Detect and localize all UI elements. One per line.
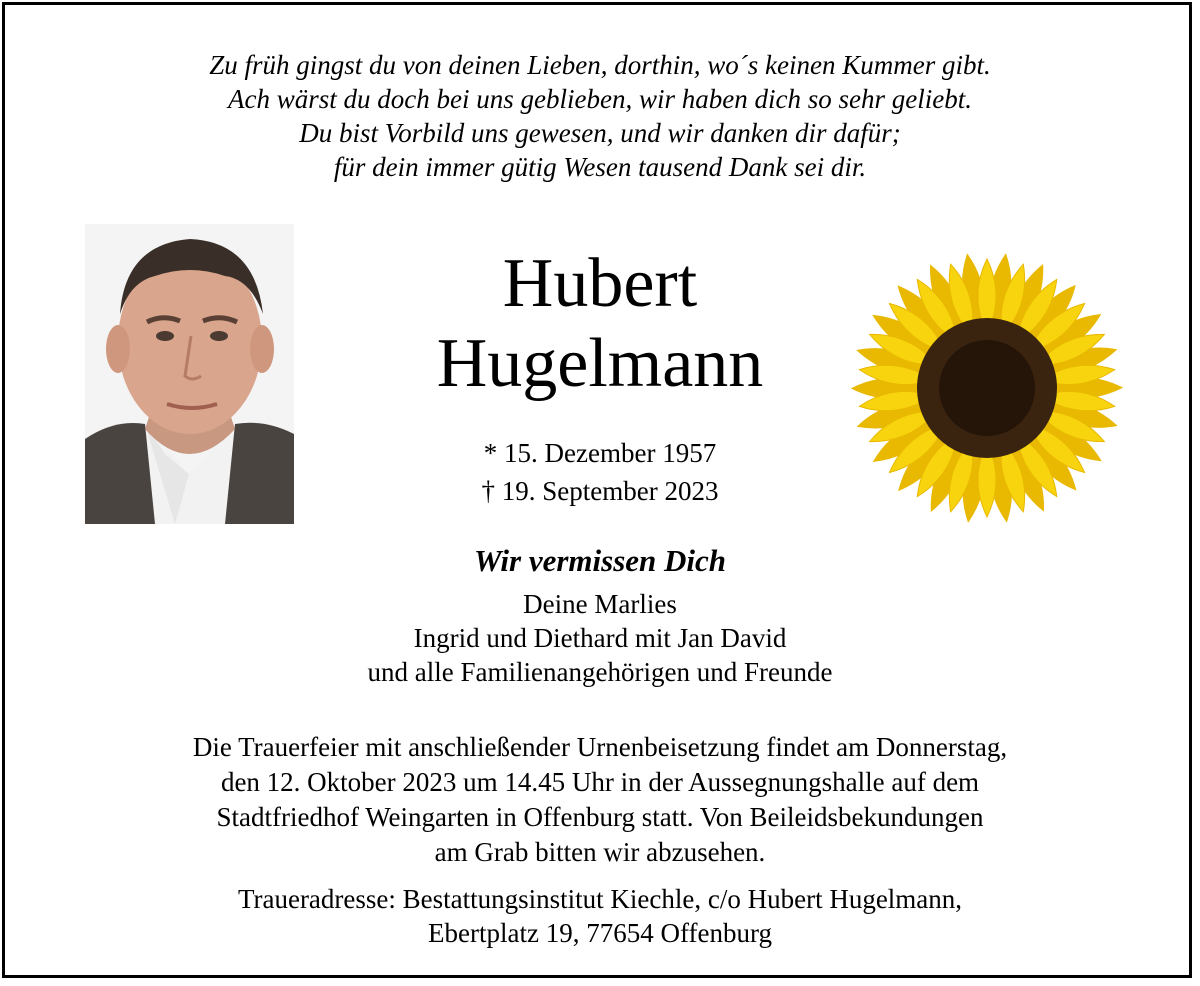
mourner-line: und alle Familienangehörigen und Freunde [367, 657, 833, 687]
poem-line: Ach wärst du doch bei uns geblieben, wir haben dich so sehr geliebt. [228, 84, 972, 114]
ceremony-line: am Grab bitten wir abzusehen. [434, 837, 766, 867]
address-line: Ebertplatz 19, 77654 Offenburg [428, 918, 772, 948]
death-date: † 19. September 2023 [481, 476, 719, 506]
last-name: Hugelmann [436, 325, 764, 402]
poem-line: Du bist Vorbild uns gewesen, und wir danken dir dafür; [299, 118, 901, 148]
address-line: Traueradresse: Bestattungsinstitut Kiechle, c/o Hubert Hugelmann, [237, 884, 963, 914]
first-name: Hubert [502, 245, 698, 322]
birth-date: * 15. Dezember 1957 [483, 438, 717, 468]
sunflower-icon [845, 246, 1130, 534]
poem-line: Zu früh gingst du von deinen Lieben, dorthin, wo´s keinen Kummer gibt. [209, 50, 991, 80]
mourners-list [0, 587, 1200, 689]
ceremony-line: Stadtfriedhof Weingarten in Offenburg statt. Von Beileidsbekundungen [216, 802, 984, 832]
mourner-line: Deine Marlies [523, 589, 677, 619]
mourner-line: Ingrid und Diethard mit Jan David [413, 623, 787, 653]
poem [0, 48, 1200, 184]
ceremony-line: Die Trauerfeier mit anschließender Urnenbeisetzung findet am Donnerstag, [192, 732, 1008, 762]
ceremony-info [0, 730, 1200, 870]
mourners-heading: Wir vermissen Dich [473, 543, 727, 578]
ceremony-line: den 12. Oktober 2023 um 14.45 Uhr in der Aussegnungshalle auf dem [220, 767, 980, 797]
mourning-address [0, 882, 1200, 950]
poem-line: für dein immer gütig Wesen tausend Dank sei dir. [333, 152, 867, 182]
